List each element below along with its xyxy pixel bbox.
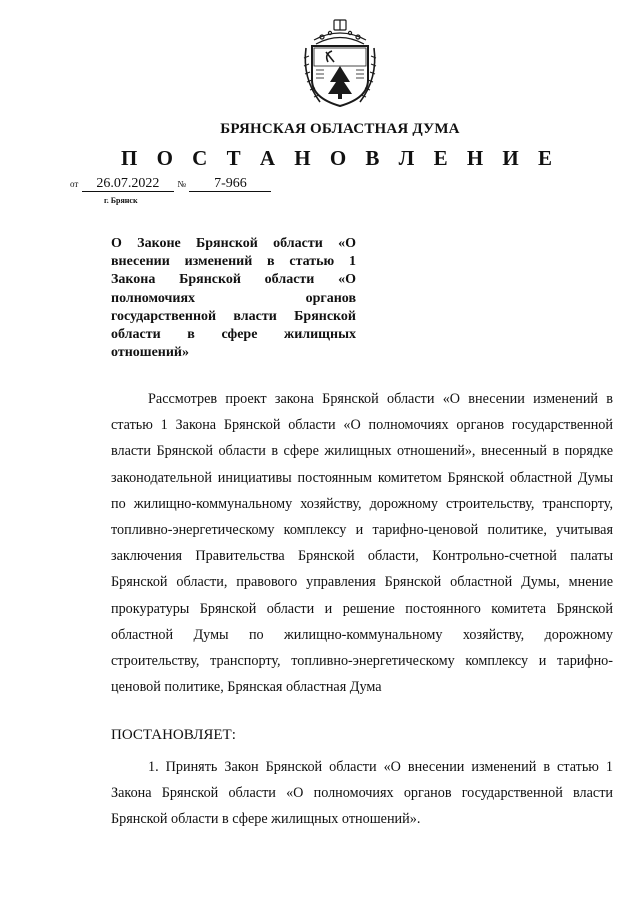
preamble-paragraph: Рассмотрев проект закона Брянской области «О внесении изменений в статью 1 Закона Брянской области «О полномочиях органов государственной власти Брянской области в сфере жилищных отношений», внесенный в порядке законодательной инициативы постоянным комитетом Брянской областной Думы по жилищно-коммунальному хозяйству, дорожному строительству, транспорту, топливно-энергетическому комплексу и тарифно-ценовой политике, учитывая заключения Правительства Брянской области, Контрольно-счетной палаты Брянской области, правового управления Брянской областной Думы, мнение прокуратуры Брянской области и решение постоянного комитета Брянской областной Думы по жилищно-коммунальному хозяйству, дорожному строительству, транспорту, топливно-энергетическому комплексу и тарифно-ценовой политике, Брянская областная Дума	[111, 391, 613, 696]
document-type-title: П О С Т А Н О В Л Е Н И Е	[120, 146, 559, 170]
date-prefix: от	[70, 179, 79, 189]
organization-name: БРЯНСКАЯ ОБЛАСТНАЯ ДУМА	[220, 121, 460, 137]
number-prefix: №	[177, 179, 186, 189]
document-number: 7-966	[189, 176, 271, 192]
document-requisites	[70, 176, 271, 192]
document-city: г. Брянск	[104, 196, 138, 205]
decree-keyword: ПОСТАНОВЛЯЕТ:	[111, 727, 236, 743]
decree-point-1: 1. Принять Закон Брянской области «О внесении изменений в статью 1 Закона Брянской области «О полномочиях органов государственной власти Брянской области в сфере жилищных отношений».	[111, 759, 613, 828]
document-subject: О Законе Брянской области «О внесении изменений в статью 1 Закона Брянской области «О полномочиях органов государственной власти Брянской области в сфере жилищных отношений»	[111, 236, 356, 361]
document-date: 26.07.2022	[82, 176, 174, 192]
preamble-block	[111, 386, 613, 700]
coat-of-arms-icon	[300, 18, 380, 110]
